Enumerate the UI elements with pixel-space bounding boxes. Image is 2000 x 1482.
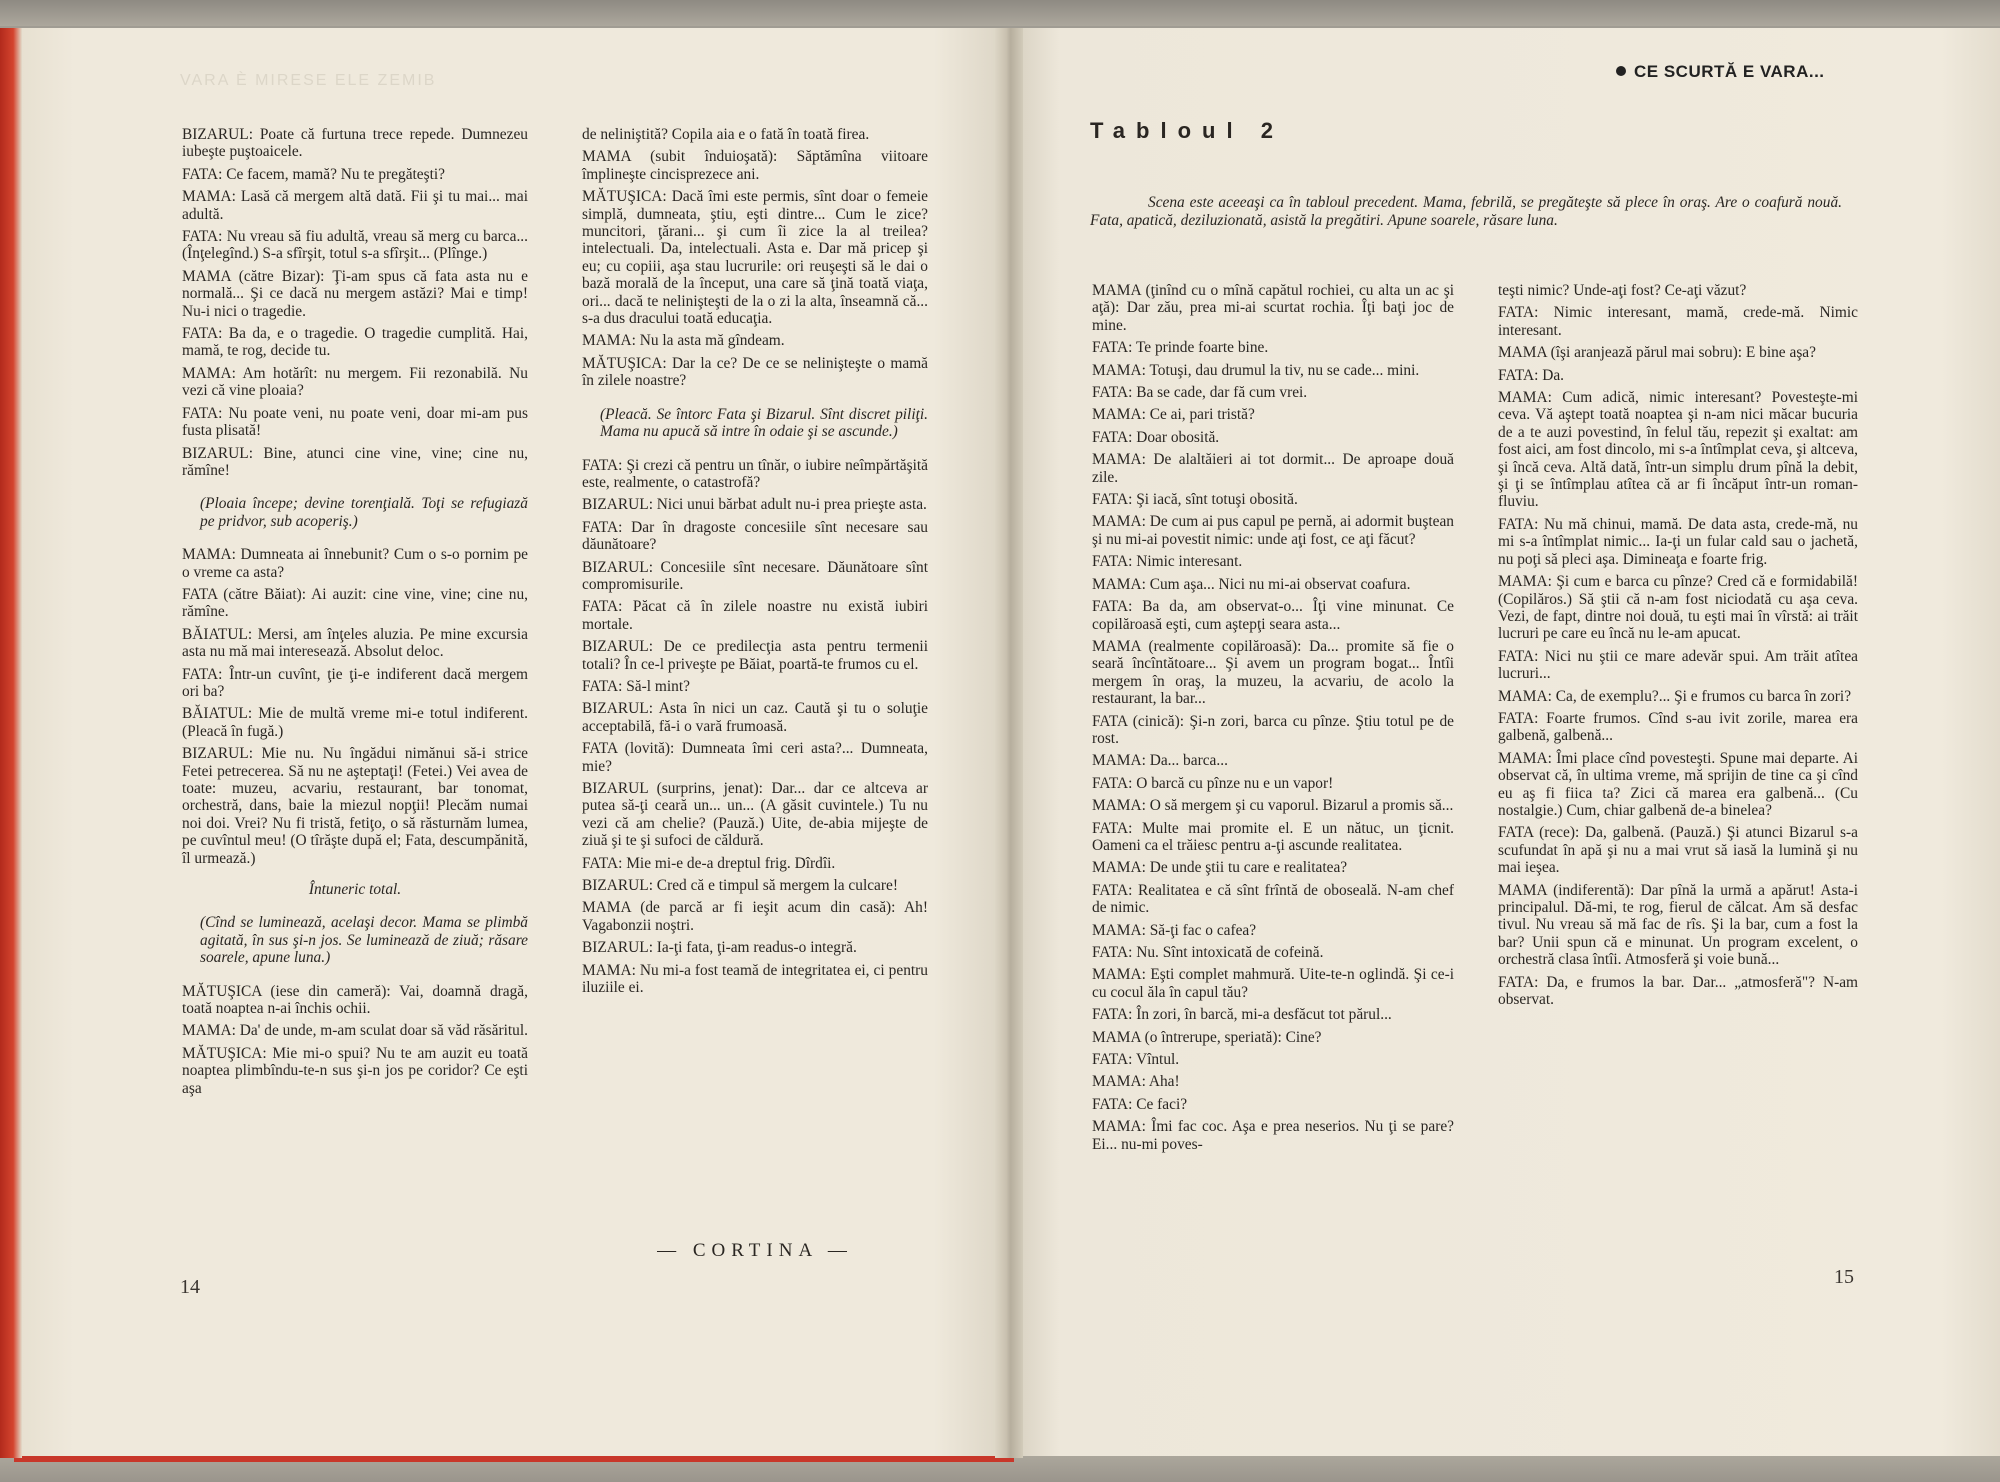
dialogue-line: MĂTUŞICA (iese din cameră): Vai, doamnă dragă, toată noaptea n-ai închis ochii. — [182, 982, 528, 1018]
page-number-right: 15 — [1834, 1266, 1854, 1288]
dialogue-line: MAMA (realmente copilăroasă): Da... promite să fie o seară încîntătoare... Şi avem un program bogat... Întîi mergem în oraş, la muzeu, la acvariu, de acolo la restaurant, la bar... — [1092, 637, 1454, 708]
dialogue-line: MAMA: Cum aşa... Nici nu mi-ai observat coafura. — [1092, 575, 1411, 593]
dialogue-line: FATA: Realitatea e că sînt frîntă de oboseală. N-am chef de nimic. — [1092, 881, 1454, 917]
dialogue-line: FATA: Nimic interesant, mamă, crede-mă. Nimic interesant. — [1498, 304, 1858, 339]
dialogue-line: BIZARUL: Asta în nici un caz. Caută şi tu o soluţie acceptabilă, fă-i o vară frumoasă. — [582, 700, 928, 735]
dialogue-line: FATA: Nu mă chinui, mamă. De data asta, crede-mă, nu mi s-a întîmplat nimic... Ia-ţi un fular cald sau o jachetă, nu poţi să pleci aşa. Dimineaţa e foarte frig. — [1498, 515, 1858, 568]
dialogue-line: MAMA: Şi cum e barca cu pînze? Cred că e formidabilă! (Copilăros.) Să ştii că n-am fost niciodată cu aşa ceva. Vezi, de fapt, dintre noi două, tu eşti mai în vîrstă: ai trăit lucruri pe care eu încă nu le-am apucat. — [1498, 573, 1858, 643]
stage-direction: (Ploaia începe; devine torenţială. Toţi se refugiază pe pridvor, sub acoperiş.) — [200, 495, 528, 530]
faded-show-through-header: VARA È MIRESE ELE ZEMIB — [180, 72, 437, 89]
dialogue-line: MAMA: Îmi fac coc. Aşa e prea neserios. Nu ţi se pare? Ei... nu-mi poves- — [1092, 1118, 1454, 1153]
dialogue-line: FATA: Ba se cade, dar fă cum vrei. — [1092, 384, 1308, 402]
dialogue-line: de neliniştită? Copila aia e o fată în toată firea. — [582, 126, 870, 143]
dialogue-line: BIZARUL: Mie nu. Nu îngădui nimănui să-i strice Fetei petrecerea. Să nu ne aşteptaţi! (Fetei.) Vei avea de toate: muzeu, acvariu, restaurant, bar tonomat, orchestră, dans, baie la miezul nopţii! Plecăm numai noi doi. Vrei? Nu fi tristă, fetiţo, o să răsturnăm lumea, pe cuvîntul meu! (O tîrăşte după el; Fata, descumpănită, îl urmează.) — [182, 745, 528, 867]
dialogue-line: FATA: Ba da, e o tragedie. O tragedie cumplită. Hai, mamă, te rog, decide tu. — [182, 325, 528, 360]
dialogue-line: FATA: Da. — [1498, 366, 1565, 384]
dialogue-line: MAMA: Totuşi, dau drumul la tiv, nu se cade... mini. — [1092, 361, 1420, 379]
dialogue-line: MAMA: Ce ai, pari tristă? — [1092, 406, 1255, 424]
page-number-left: 14 — [180, 1276, 200, 1298]
cortina-mark: — CORTINA — — [657, 1240, 853, 1261]
dialogue-line: BIZARUL: Concesiile sînt necesare. Dăunătoare sînt compromisurile. — [582, 558, 928, 593]
dialogue-line: BIZARUL: Nici unui bărbat adult nu-i prea prieşte asta. — [582, 496, 927, 514]
dialogue-line: FATA: Nu vreau să fiu adultă, vreau să merg cu barca... (Înţelegînd.) S-a sfîrşit, totul s-a sfîrşit... (Plînge.) — [182, 228, 528, 263]
dialogue-line: FATA: Să-l mint? — [582, 677, 690, 695]
dialogue-line: MĂTUŞICA: Mie mi-o spui? Nu te am auzit eu toată noaptea plimbîndu-te-n sus şi-n jos pe coridor? Ce eşti aşa — [182, 1044, 528, 1097]
dialogue-line: FATA: Multe mai promite el. E un nătuc, un ţicnit. Oameni ca el trăiesc pentru a-ţi ascunde realitatea. — [1092, 819, 1454, 854]
dialogue-line: MAMA: Aha! — [1092, 1073, 1180, 1091]
dialogue-line: MĂTUŞICA: Dacă îmi este permis, sînt doar o femeie simplă, dumneata, ştiu, eşti dintre... Cum le zice? muncitori, ţărani... şi cum îi zice la al treilea? intelectuali. Da, intelectuali. Asta e. Dar mă pricep şi eu; cu copiii, aşa stau lucrurile: ori reuşeşti să le dai o bază morală de la început, una care să ţină toată viaţa, ori... dacă te nelinişteşti de la o zi la alta, înseamnă că... s-a dus dracului toată educaţia. — [582, 188, 928, 328]
dialogue-line: FATA: Te prinde foarte bine. — [1092, 339, 1269, 357]
dialogue-line: FATA: Într-un cuvînt, ţie ţi-e indiferent dacă mergem ori ba? — [182, 665, 528, 700]
dialogue-line: MAMA (subit înduioşată): Săptămîna viitoare împlineşte cincisprezece ani. — [582, 148, 928, 183]
dialogue-line: FATA: Mie mi-e de-a dreptul frig. Dîrdîi. — [582, 854, 836, 872]
dialogue-line: MAMA (către Bizar): Ţi-am spus că fata asta nu e normală... Şi ce dacă nu mergem astăzi? Mai e timp! Nu-i nici o tragedie. — [182, 267, 528, 320]
dialogue-line: FATA (rece): Da, galbenă. (Pauză.) Şi atunci Bizarul s-a scufundat în apă şi nu a mai vrut să iasă la lumină şi nu mai ieşea. — [1498, 824, 1858, 877]
dialogue-line: MAMA (de parcă ar fi ieşit acum din casă): Ah! Vagabonzii noştri. — [582, 899, 928, 934]
running-head-text: CE SCURTĂ E VARA... — [1634, 62, 1825, 81]
dialogue-line: MAMA: Da' de unde, m-am sculat doar să văd răsăritul. — [182, 1022, 528, 1040]
dialogue-line: FATA: Nimic interesant. — [1092, 553, 1243, 571]
stage-direction: (Cînd se luminează, acelaşi decor. Mama se plimbă agitată, în sus şi-n jos. Se luminează de ziuă; răsare soarele, apune luna.) — [200, 914, 528, 967]
dialogue-line: MAMA: O să mergem şi cu vaporul. Bizarul a promis să... — [1092, 797, 1454, 815]
dialogue-line: FATA: Ce faci? — [1092, 1095, 1188, 1113]
dialogue-line: MAMA (ţinînd cu o mînă capătul rochiei, cu alta un ac şi aţă): Dar zău, prea mi-ai scurtat rochia. Îţi baţi joc de mine. — [1092, 282, 1454, 334]
dialogue-line: BIZARUL: Bine, atunci cine vine, vine; cine nu, rămîne! — [182, 444, 528, 479]
dialogue-line: FATA: Păcat că în zilele noastre nu există iubiri mortale. — [582, 598, 928, 633]
dialogue-line: MAMA: Eşti complet mahmură. Uite-te-n oglindă. Şi ce-i cu cocul ăla în capul tău? — [1092, 966, 1454, 1001]
dialogue-line: FATA: Nici nu ştii ce mare adevăr spui. Am trăit atîtea lucruri... — [1498, 647, 1858, 683]
dialogue-line: MAMA (îşi aranjează părul mai sobru): E bine aşa? — [1498, 344, 1816, 362]
dialogue-line: FATA: Ba da, am observat-o... Îţi vine minunat. Ce copilăroasă eşti, cum aştepţi seara asta... — [1092, 598, 1454, 633]
bullet-icon — [1616, 66, 1626, 76]
dialogue-line: BĂIATUL: Mie de multă vreme mi-e totul indiferent. (Pleacă în fugă.) — [182, 705, 528, 740]
dialogue-line: MAMA: Da... barca... — [1092, 752, 1228, 770]
stage-direction: (Pleacă. Se întorc Fata şi Bizarul. Sînt discret piliţi. Mama nu apucă să intre în odaie şi se ascunde.) — [600, 405, 928, 441]
dialogue-line: MAMA: Îmi place cînd povesteşti. Spune mai departe. Ai observat că, în ultima vreme, mă sprijin de tine ca şi cînd eu aş fi fiica ta? Zici că marea era galbenă... (Cu nostalgie.) Cum, chiar galbenă de-a binelea? — [1498, 749, 1858, 819]
left-column-1 — [182, 126, 528, 1102]
dialogue-line: FATA: În zori, în barcă, mi-a desfăcut tot părul... — [1092, 1006, 1392, 1024]
dialogue-line: FATA: Ce facem, mamă? Nu te pregăteşti? — [182, 165, 446, 183]
book-gutter — [995, 28, 1023, 1458]
dialogue-line: MAMA: Nu mi-a fost teamă de integritatea ei, ci pentru iluziile ei. — [582, 961, 928, 997]
dialogue-line: FATA (cinică): Şi-n zori, barca cu pînze. Ştiu totul pe de rost. — [1092, 712, 1454, 747]
right-column-1 — [1092, 282, 1454, 1158]
red-cover-edge — [0, 28, 22, 1458]
dialogue-line: MAMA: Să-ţi fac o cafea? — [1092, 921, 1257, 939]
dialogue-line: MAMA: De cum ai pus capul pe pernă, ai adormit buştean şi nu mi-ai povestit nimic: unde aţi fost, ce aţi făcut? — [1092, 513, 1454, 548]
dialogue-line: FATA: Şi iacă, sînt totuşi obosită. — [1092, 491, 1298, 509]
dialogue-line: FATA: Nu. Sînt intoxicată de cofeină. — [1092, 944, 1324, 961]
dialogue-line: FATA: Doar obosită. — [1092, 428, 1220, 446]
dialogue-line: FATA: Da, e frumos la bar. Dar... „atmosferă"? N-am observat. — [1498, 973, 1858, 1009]
dialogue-line: MAMA: Ca, de exemplu?... Şi e frumos cu barca în zori? — [1498, 687, 1852, 705]
right-column-2 — [1498, 282, 1858, 1013]
dialogue-line: MAMA: Lasă că mergem altă dată. Fii şi tu mai... mai adultă. — [182, 188, 528, 223]
scene-description: Scena este aceeaşi ca în tabloul precedent. Mama, febrilă, se pregăteşte să plece în oraş. Are o coafură nouă. Fata, apatică, deziluzionată, asistă la pregătiri. Apune soarele, răsare luna. — [1090, 194, 1842, 229]
dialogue-line: BIZARUL: Poate că furtuna trece repede. Dumnezeu iubeşte puştoaicele. — [182, 126, 528, 161]
dialogue-line: MAMA: De alaltăieri ai tot dormit... De aproape două zile. — [1092, 451, 1454, 486]
section-heading: Tabloul 2 — [1090, 118, 1284, 143]
dialogue-line: BIZARUL: De ce predilecţia asta pentru termenii totali? În ce-l priveşte pe Băiat, poartă-te frumos cu el. — [582, 638, 928, 673]
dialogue-line: MAMA: Am hotărît: nu mergem. Fii rezonabilă. Nu vezi că vine ploaia? — [182, 364, 528, 400]
dialogue-line: FATA: Şi crezi că pentru un tînăr, o iubire neîmpărtăşită este, realmente, o catastrofă? — [582, 456, 928, 491]
running-head — [1616, 62, 1825, 82]
dialogue-line: FATA: Vîntul. — [1092, 1051, 1180, 1069]
dialogue-line: FATA (către Băiat): Ai auzit: cine vine, vine; cine nu, rămîne. — [182, 585, 528, 621]
dialogue-line: MAMA (o întrerupe, speriată): Cine? — [1092, 1028, 1322, 1046]
dialogue-line: MAMA: De unde ştii tu care e realitatea? — [1092, 859, 1348, 877]
dialogue-line: MĂTUŞICA: Dar la ce? De ce se nelinişteşte o mamă în zilele noastre? — [582, 354, 928, 390]
dialogue-line: MAMA: Cum adică, nimic interesant? Povesteşte-mi ceva. Vă aştept toată noaptea şi n-am nici măcar bucuria de a te auzi povestind, în felul tău, repezit şi exaltat: am fost aici, am fost dincolo, mi s-a întîmplat ceva, şi altceva, şi încă ceva. Altă dată, într-un simplu drum pînă la debit, şi ţi se întîmplau atîtea că ar fi încăput într-un roman-fluviu. — [1498, 389, 1858, 511]
dialogue-line: BĂIATUL: Mersi, am înţeles aluzia. Pe mine excursia asta nu mă mai interesează. Absolut deloc. — [182, 625, 528, 661]
dialogue-line: FATA: Foarte frumos. Cînd s-au ivit zorile, marea era galbenă, galbenă... — [1498, 709, 1858, 745]
dialogue-line: BIZARUL: Ia-ţi fata, ţi-am readus-o integră. — [582, 939, 857, 957]
dialogue-line: MAMA: Nu la asta mă gîndeam. — [582, 332, 785, 350]
dialogue-line: MAMA (indiferentă): Dar pînă la urmă a apărut! Asta-i principalul. Dă-mi, te rog, fierul de călcat. Am să desfac tivul. Nu vreau să mă fac de rîs. Şi la bar, cum a fost la bar? Unii spun că e minunat. Un program excelent, o orchestră clasa întîi. Atmosferă şi voie bună... — [1498, 881, 1858, 969]
stage-note-centered: Întuneric total. — [308, 881, 402, 899]
book-binding-top — [0, 0, 2000, 26]
dialogue-line: FATA: Nu poate veni, nu poate veni, doar mi-am pus fusta plisată! — [182, 404, 528, 440]
dialogue-line: MAMA: Dumneata ai înnebunit? Cum o s-o pornim pe o vreme ca asta? — [182, 546, 528, 581]
dialogue-line: FATA: O barcă cu pînze nu e un vapor! — [1092, 774, 1334, 792]
left-column-2 — [582, 126, 928, 1001]
dialogue-line: FATA (lovită): Dumneata îmi ceri asta?... Dumneata, mie? — [582, 740, 928, 775]
dialogue-line: BIZARUL (surprins, jenat): Dar... dar ce altceva ar putea să-ţi ceară un... un... (A găsit cuvintele.) Tu nu vezi că am chelie? (Pauză.) Uite, de-abia mijeşte de ziuă şi te şi sufoci de căldură. — [582, 780, 928, 850]
dialogue-line: FATA: Dar în dragoste concesiile sînt necesare sau dăunătoare? — [582, 518, 928, 554]
dialogue-line: BIZARUL: Cred că e timpul să mergem la culcare! — [582, 877, 898, 895]
dialogue-line: teşti nimic? Unde-aţi fost? Ce-aţi văzut? — [1498, 282, 1747, 299]
